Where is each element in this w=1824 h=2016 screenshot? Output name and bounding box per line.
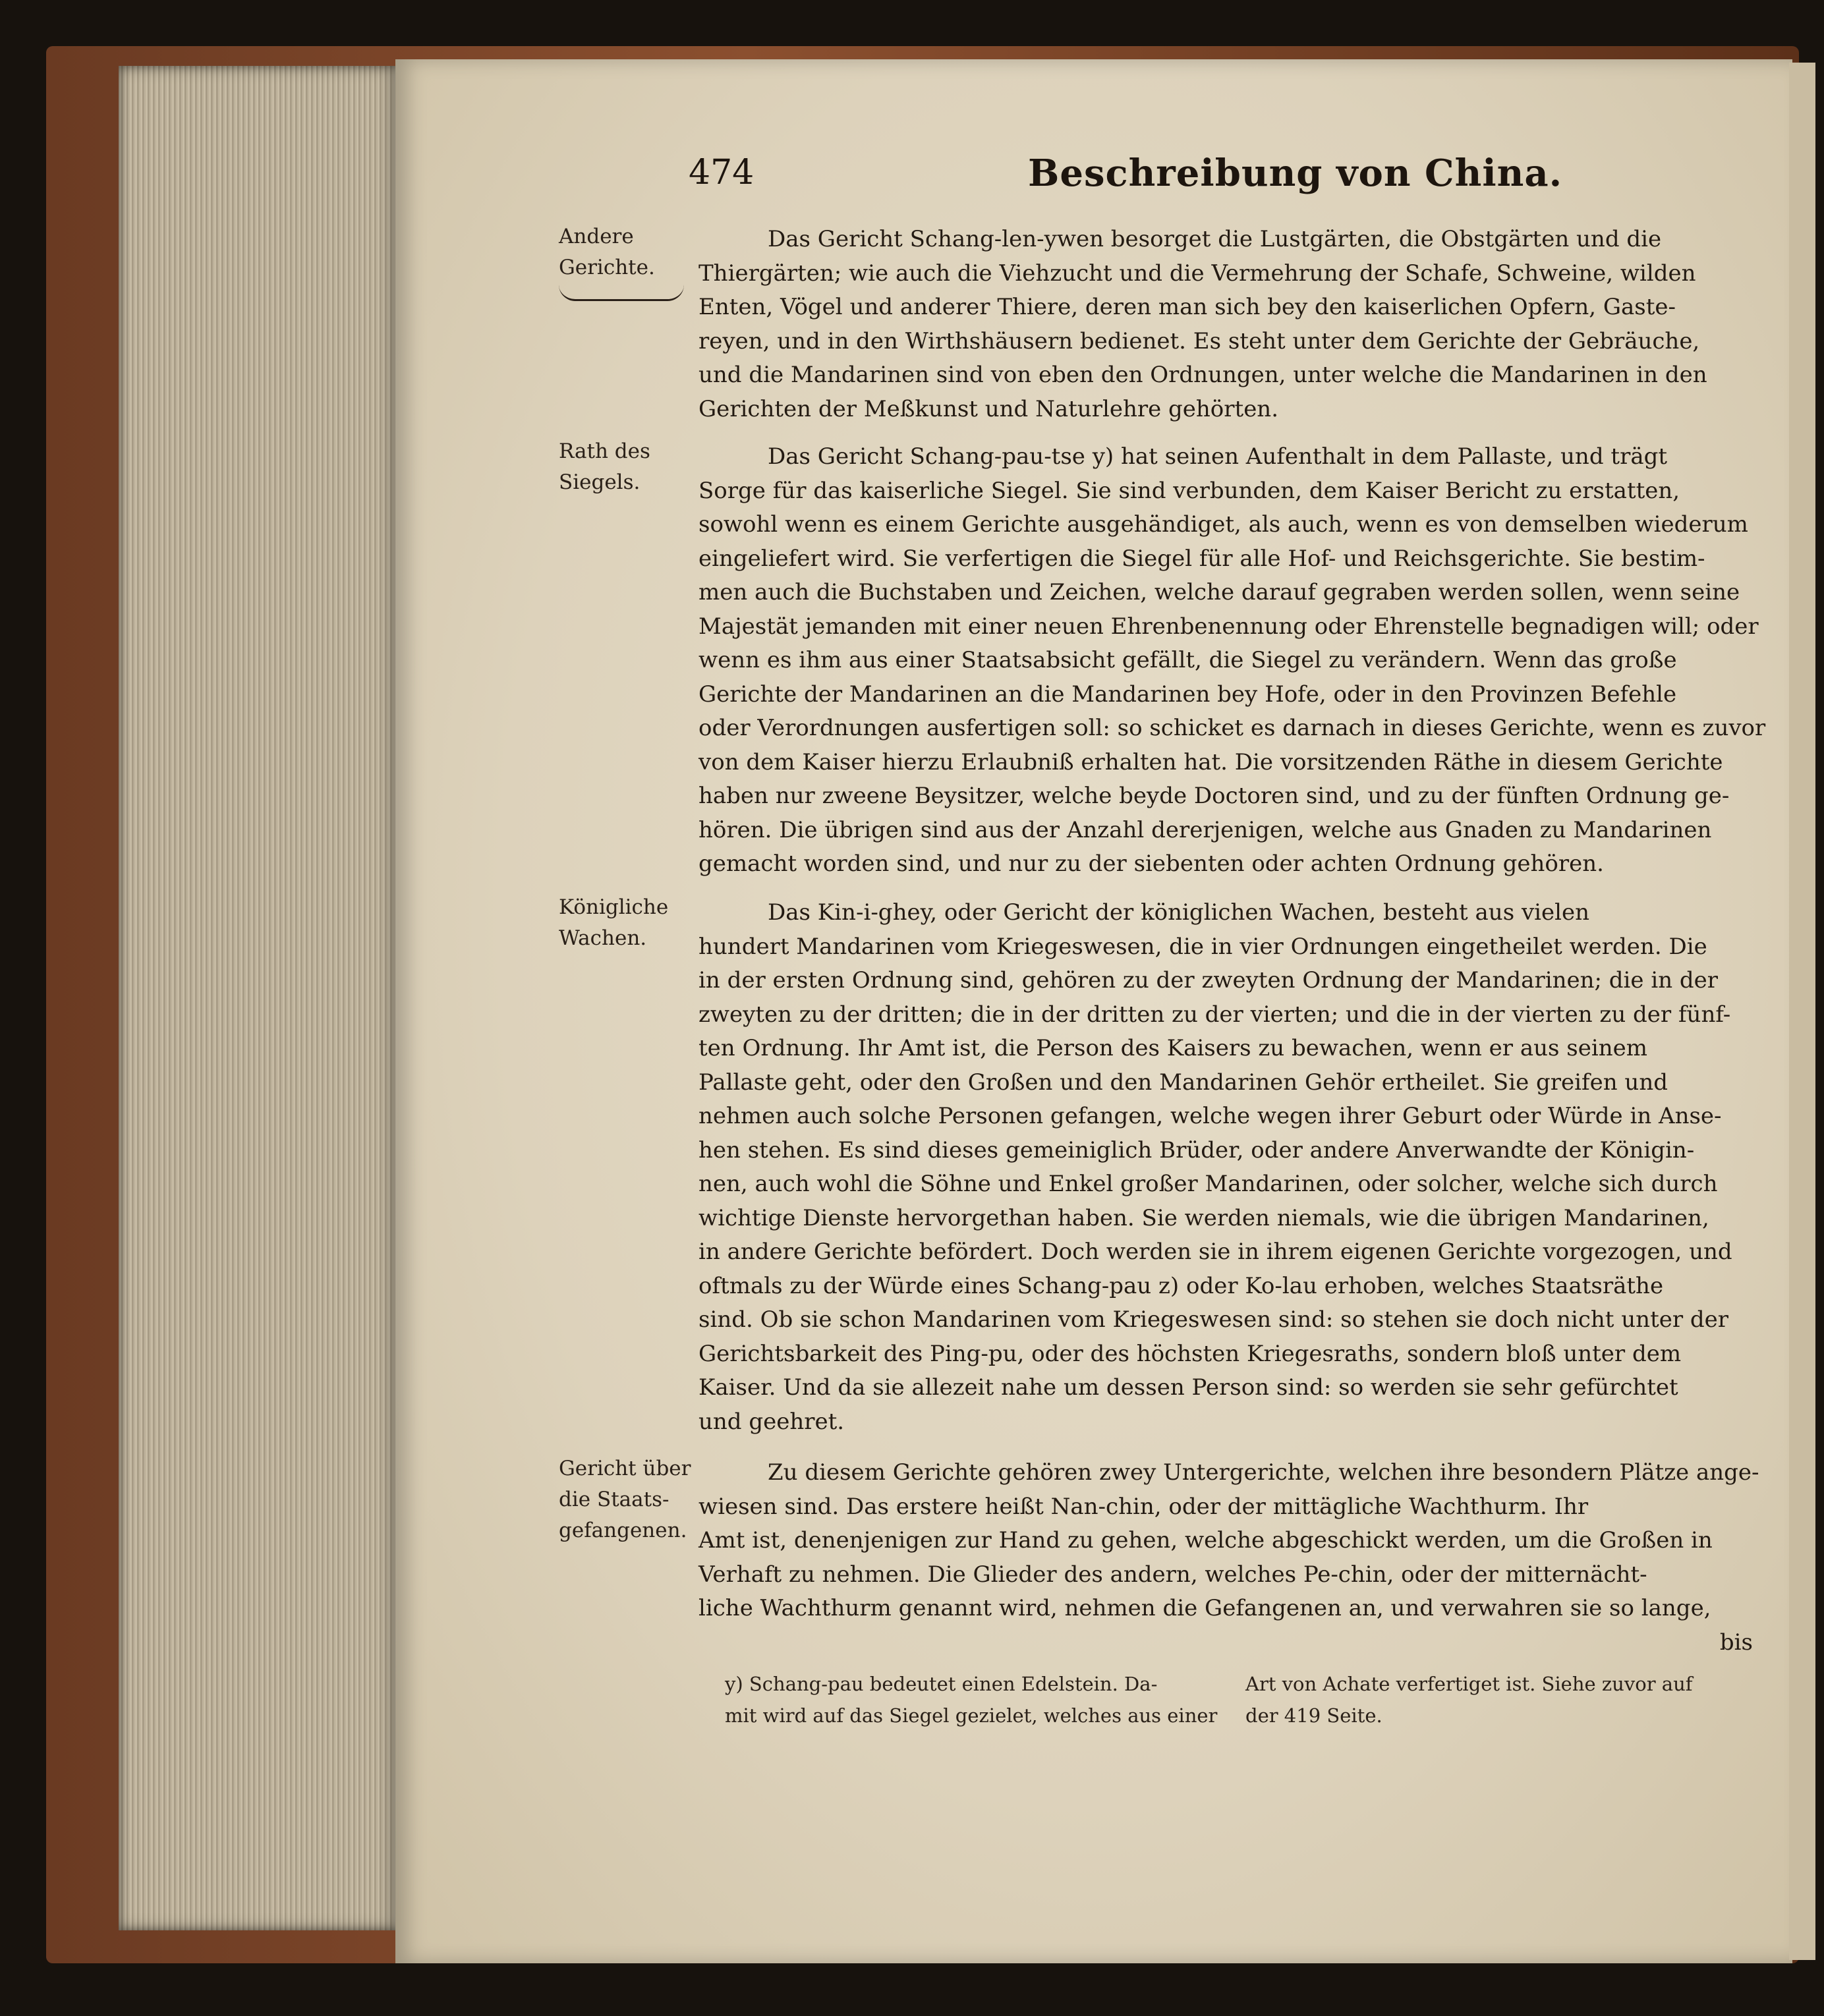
text-line: Amt ist, denenjenigen zur Hand zu gehen, welche abgeschickt werden, um die Großen in — [698, 1527, 1713, 1554]
sidenote-andere-gerichte — [559, 221, 691, 283]
sidenote-brace — [559, 285, 684, 301]
text-line: sind. Ob sie schon Mandarinen vom Kriegeswesen sind: so stehen sie doch nicht unter der — [698, 1306, 1729, 1333]
text-line: Kaiser. Und da sie allezeit nahe um dessen Person sind: so werden sie sehr gefürchtet — [698, 1374, 1678, 1401]
text-line: oftmals zu der Würde eines Schang-pau z) oder Ko-lau erhoben, welches Staatsräthe — [698, 1272, 1664, 1299]
footnote-line: der 419 Seite. — [1245, 1704, 1382, 1727]
text-line: von dem Kaiser hierzu Erlaubniß erhalten hat. Die vorsitzenden Räthe in diesem Gerichte — [698, 748, 1723, 775]
running-title: Beschreibung von China. — [1028, 152, 1563, 195]
sidenote-line: Andere — [559, 225, 634, 248]
facing-page-edge — [1789, 63, 1815, 1960]
text-line: oder Verordnungen ausfertigen soll: so schicket es darnach in dieses Gerichte, wenn es zuvor — [698, 715, 1766, 741]
text-line: Pallaste geht, oder den Großen und den Mandarinen Gehör ertheilet. Sie greifen und — [698, 1069, 1668, 1096]
text-line: Das Gericht Schang-len-ywen besorget die Lustgärten, die Obstgärten und die — [768, 226, 1662, 252]
text-line: eingeliefert wird. Sie verfertigen die Siegel für alle Hof- und Reichsgerichte. Sie bestim- — [698, 545, 1705, 572]
text-line: in andere Gerichte befördert. Doch werden sie in ihrem eigenen Gerichte vorgezogen, und — [698, 1239, 1732, 1265]
text-line: wiesen sind. Das erstere heißt Nan-chin, oder der mittägliche Wachthurm. Ihr — [698, 1493, 1589, 1520]
text-line: liche Wachthurm genannt wird, nehmen die Gefangenen an, und verwahren sie so lange, — [698, 1595, 1711, 1621]
text-line: hen stehen. Es sind dieses gemeiniglich Brüder, oder andere Anverwandte der Königin- — [698, 1136, 1695, 1163]
text-line: wenn es ihm aus einer Staatsabsicht gefällt, die Siegel zu verändern. Wenn das große — [698, 647, 1677, 673]
text-line: Enten, Vögel und anderer Thiere, deren man sich bey den kaiserlichen Opfern, Gaste- — [698, 294, 1676, 320]
text-line: Verhaft zu nehmen. Die Glieder des andern, welches Pe-chin, oder der mitternächt- — [698, 1561, 1647, 1588]
sidenote-line: Königliche — [559, 895, 669, 919]
text-line: Das Kin-i-ghey, oder Gericht der königlichen Wachen, besteht aus vielen — [768, 899, 1590, 926]
page-header — [689, 153, 1756, 212]
text-line: Gerichte der Mandarinen an die Mandarinen bey Hofe, oder in den Provinzen Befehle — [698, 681, 1677, 708]
footnote-column-left — [725, 1668, 1217, 1731]
footnote-column-right — [1245, 1668, 1692, 1731]
sidenote-line: Gerichte. — [559, 256, 655, 279]
text-line: hundert Mandarinen vom Kriegeswesen, die in vier Ordnungen eingetheilet werden. Die — [698, 933, 1707, 960]
footnote-line: y) Schang-pau bedeutet einen Edelstein. Da- — [725, 1673, 1158, 1695]
page-number: 474 — [689, 153, 755, 192]
text-line: nen, auch wohl die Söhne und Enkel großer Mandarinen, oder solcher, welche sich durch — [698, 1171, 1718, 1197]
sidenote-line: gefangenen. — [559, 1519, 687, 1542]
text-line: ten Ordnung. Ihr Amt ist, die Person des Kaisers zu bewachen, wenn er aus seinem — [698, 1035, 1647, 1061]
sidenote-line: Gericht über — [559, 1457, 691, 1480]
paragraph-kin-i-ghey — [698, 896, 1753, 1439]
text-line: und die Mandarinen sind von eben den Ordnungen, unter welche die Mandarinen in den — [698, 362, 1707, 388]
text-line: zweyten zu der dritten; die in der dritten zu der vierten; und die in der vierten zu der fünf- — [698, 1001, 1731, 1028]
page-edges — [119, 66, 402, 1930]
text-line: men auch die Buchstaben und Zeichen, welche darauf gegraben werden sollen, wenn seine — [698, 579, 1740, 605]
sidenote-staatsgefangene — [559, 1453, 691, 1546]
sidenote-line: Siegels. — [559, 470, 641, 494]
text-line: Das Gericht Schang-pau-tse y) hat seinen Aufenthalt in dem Pallaste, und trägt — [768, 443, 1668, 470]
text-line: Gerichten der Meßkunst und Naturlehre gehörten. — [698, 395, 1279, 422]
sidenote-line: Rath des — [559, 439, 650, 463]
text-line: Thiergärten; wie auch die Viehzucht und die Vermehrung der Schafe, Schweine, wilden — [698, 260, 1696, 287]
sidenote-koenigliche-wachen — [559, 892, 691, 954]
text-line: wichtige Dienste hervorgethan haben. Sie werden niemals, wie die übrigen Mandarinen, — [698, 1204, 1709, 1231]
text-line: und geehret. — [698, 1408, 845, 1435]
sidenote-line: die Staats- — [559, 1488, 670, 1511]
sidenote-rath-des-siegels — [559, 436, 691, 498]
text-line: reyen, und in den Wirthshäusern bedienet. Es steht unter dem Gerichte der Gebräuche, — [698, 327, 1700, 354]
text-line: haben nur zweene Beysitzer, welche beyde Doctoren sind, und zu der fünften Ordnung ge- — [698, 783, 1730, 809]
text-line: in der ersten Ordnung sind, gehören zu der zweyten Ordnung der Mandarinen; die in der — [698, 967, 1719, 994]
text-line: gemacht worden sind, und nur zu der siebenten oder achten Ordnung gehören. — [698, 851, 1604, 877]
text-line: nehmen auch solche Personen gefangen, welche wegen ihrer Geburt oder Würde in Anse- — [698, 1103, 1722, 1129]
text-line: Majestät jemanden mit einer neuen Ehrenbenennung oder Ehrenstelle begnadigen will; oder — [698, 613, 1759, 640]
footnote-line: Art von Achate verfertiget ist. Siehe zuvor auf — [1245, 1673, 1693, 1695]
text-line: Zu diesem Gerichte gehören zwey Untergerichte, welchen ihre besondern Plätze ange- — [768, 1459, 1759, 1486]
paragraph-schang-len-ywen — [698, 223, 1753, 426]
text-line: Gerichtsbarkeit des Ping-pu, oder des höchsten Kriegesraths, sondern bloß unter dem — [698, 1340, 1682, 1367]
catchword: bis — [1719, 1629, 1753, 1656]
text-line: Sorge für das kaiserliche Siegel. Sie sind verbunden, dem Kaiser Bericht zu erstatten, — [698, 477, 1680, 504]
text-line: sowohl wenn es einem Gerichte ausgehändiget, als auch, wenn es von demselben wiederum — [698, 511, 1748, 538]
footnote-line: mit wird auf das Siegel gezielet, welches aus einer — [725, 1704, 1218, 1727]
paragraph-schang-pau-tse — [698, 440, 1766, 882]
sidenote-line: Wachen. — [559, 926, 647, 950]
text-line: hören. Die übrigen sind aus der Anzahl dererjenigen, welche aus Gnaden zu Mandarinen — [698, 816, 1712, 843]
paragraph-untergerichte — [698, 1456, 1759, 1660]
